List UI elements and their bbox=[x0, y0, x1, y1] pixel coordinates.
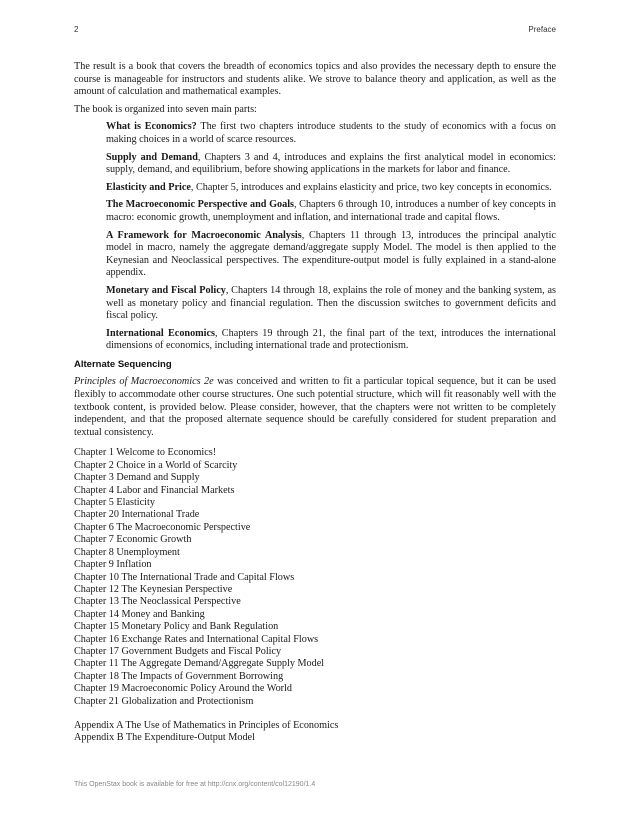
part-text: The first two chapters introduce students to the study of economics with a focus on making choices in a world of scarce resources. bbox=[106, 121, 556, 145]
chapter-item: Chapter 19 Macroeconomic Policy Around the World bbox=[74, 683, 292, 695]
part-item bbox=[106, 121, 556, 146]
intro-paragraph: The result is a book that covers the breadth of economics topics and also provides the necessary depth to ensure the course is manageable for instructors and students alike. We strove to balance theory and application, as well as the amount of calculation and mathematical examples. bbox=[74, 61, 556, 98]
appendix-item: Appendix A The Use of Mathematics in Principles of Economics bbox=[74, 719, 339, 731]
part-item bbox=[106, 182, 556, 195]
chapter-item: Chapter 14 Money and Banking bbox=[74, 608, 205, 620]
part-title: Monetary and Fiscal Policy bbox=[106, 284, 226, 296]
part-title: A Framework for Macroeconomic Analysis bbox=[106, 229, 302, 241]
appendix-list bbox=[74, 720, 556, 745]
chapter-item: Chapter 17 Government Budgets and Fiscal Policy bbox=[74, 645, 282, 657]
chapter-item: Chapter 4 Labor and Financial Markets bbox=[74, 484, 235, 496]
part-title: What is Economics? bbox=[106, 121, 197, 133]
chapter-list bbox=[74, 447, 556, 708]
chapter-item: Chapter 1 Welcome to Economics! bbox=[74, 447, 217, 459]
alternate-sequencing-heading: Alternate Sequencing bbox=[74, 358, 172, 370]
part-text: , Chapters 6 through 10, introduces a number of key concepts in macro: economic growth, unemployment and inflation, and international trade and capital flows. bbox=[106, 199, 556, 223]
chapter-item: Chapter 16 Exchange Rates and International Capital Flows bbox=[74, 633, 319, 645]
chapter-item: Chapter 12 The Keynesian Perspective bbox=[74, 583, 233, 595]
alternate-text: was conceived and written to fit a particular topical sequence, but it can be used flexibly to accommodate other course structures. One such potential structure, which will fit reasonably well with the textbook content, is provided below. Please consider, however, that the chapters were not written to be completely independent, and that the proposed alternate sequence should be carefully considered for student preparation and textual consistency. bbox=[74, 376, 556, 438]
part-item bbox=[106, 152, 556, 177]
page-body bbox=[74, 61, 556, 745]
parts-intro: The book is organized into seven main parts: bbox=[74, 103, 257, 115]
part-item bbox=[106, 328, 556, 353]
part-text: , Chapter 5, introduces and explains elasticity and price, two key concepts in economics. bbox=[190, 181, 552, 193]
part-title: Supply and Demand bbox=[106, 151, 198, 163]
chapter-item: Chapter 10 The International Trade and Capital Flows bbox=[74, 571, 295, 583]
parts-list bbox=[106, 121, 556, 353]
part-text: , Chapters 11 through 13, introduces the principal analytic model in macro, namely the aggregate demand/aggregate supply Model. The model is then applied to the Keynesian and Neoclassical perspectives. The expenditure-output model is fully explained in a stand-alone appendix. bbox=[106, 229, 556, 279]
chapter-item: Chapter 8 Unemployment bbox=[74, 546, 180, 558]
part-title: Elasticity and Price bbox=[106, 181, 191, 193]
chapter-item: Chapter 7 Economic Growth bbox=[74, 534, 192, 546]
chapter-item: Chapter 3 Demand and Supply bbox=[74, 472, 200, 484]
chapter-item: Chapter 13 The Neoclassical Perspective bbox=[74, 596, 241, 608]
part-title: The Macroeconomic Perspective and Goals bbox=[106, 199, 294, 211]
chapter-item: Chapter 15 Monetary Policy and Bank Regulation bbox=[74, 621, 279, 633]
chapter-item: Chapter 18 The Impacts of Government Borrowing bbox=[74, 670, 284, 682]
chapter-item: Chapter 21 Globalization and Protectionism bbox=[74, 695, 254, 707]
chapter-item: Chapter 11 The Aggregate Demand/Aggregate Supply Model bbox=[74, 658, 325, 670]
book-title: Principles of Macroeconomics 2e bbox=[74, 376, 214, 388]
part-title: International Economics bbox=[106, 327, 215, 339]
chapter-item: Chapter 6 The Macroeconomic Perspective bbox=[74, 521, 251, 533]
part-item bbox=[106, 199, 556, 224]
appendix-item: Appendix B The Expenditure-Output Model bbox=[74, 732, 255, 744]
part-text: , Chapters 14 through 18, explains the role of money and the banking system, as well as monetary policy and financial regulation. Then the discussion switches to government deficits and fiscal policy. bbox=[106, 284, 556, 322]
part-text: , Chapters 19 through 21, the final part of the text, introduces the international dimensions of economics, including international trade and protectionism. bbox=[106, 327, 556, 352]
section-title: Preface bbox=[528, 25, 556, 34]
alternate-sequencing-paragraph bbox=[74, 376, 556, 439]
chapter-item: Chapter 2 Choice in a World of Scarcity bbox=[74, 459, 238, 471]
part-text: , Chapters 3 and 4, introduces and explains the first analytical model in economics: supply, demand, and equilibrium, before showing applications in the markets for labor and finance. bbox=[106, 151, 556, 176]
page-number: 2 bbox=[74, 25, 79, 34]
chapter-item: Chapter 9 Inflation bbox=[74, 559, 152, 571]
chapter-item: Chapter 20 International Trade bbox=[74, 509, 200, 521]
part-item bbox=[106, 285, 556, 323]
part-item bbox=[106, 230, 556, 280]
chapter-item: Chapter 5 Elasticity bbox=[74, 497, 155, 509]
page-footer: This OpenStax book is available for free at http://cnx.org/content/col12190/1.4 bbox=[74, 781, 316, 788]
